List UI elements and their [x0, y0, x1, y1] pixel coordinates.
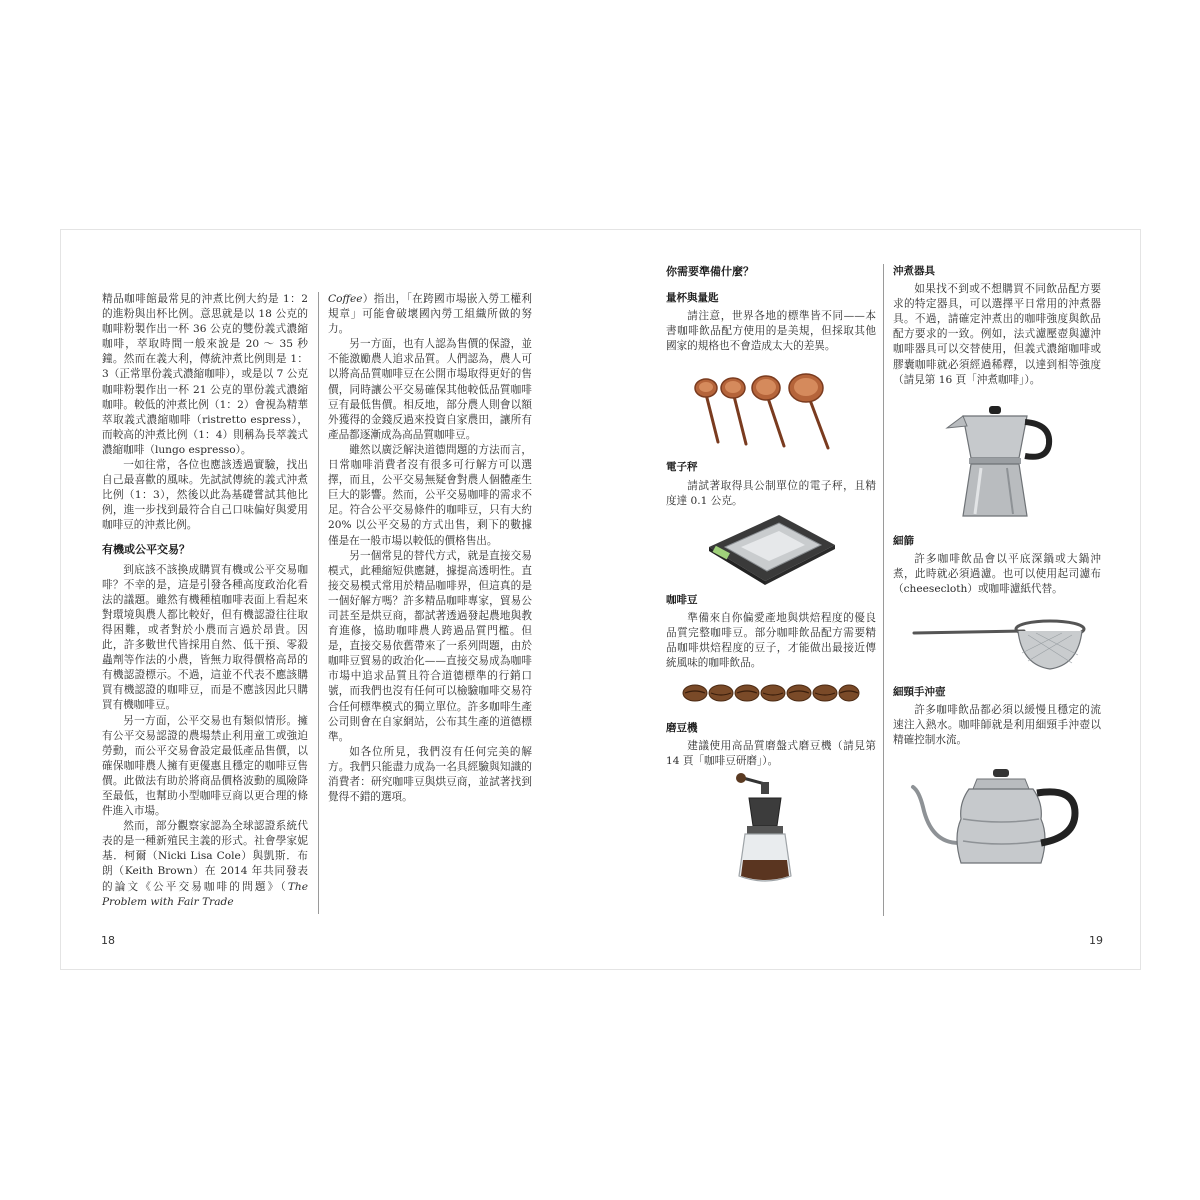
measuring-spoon-icon [789, 374, 828, 448]
paragraph: 如各位所見，我們沒有任何完美的解方。我們只能盡力成為一名具經驗與知識的消費者：研究咖啡豆與烘豆商，並試著找到覺得不錯的選項。 [328, 745, 532, 804]
coffee-bean-icon [839, 685, 859, 701]
measuring-spoon-icon [752, 376, 784, 446]
paragraph-lead: 然而，部分觀察家認為全球認證系統代表的是一種新殖民主義的形式。社會學家妮基．柯爾（Nicki Lisa Cole）與凱斯．布朗（Keith Brown）在 2014 年共同發表的論文《公平交易咖啡的問題》（ [102, 820, 308, 893]
kettle-spout-icon [913, 787, 959, 843]
coffee-beans-illustration [681, 671, 861, 715]
right-column-2 [893, 264, 1101, 877]
paragraph [328, 292, 532, 337]
item-title-brewing-equipment: 沖煮器具 [893, 265, 935, 277]
paragraph: 另一個常見的替代方式，就是直接交易模式，此種縮短供應鏈，據提高透明性。直接交易模式常用於精品咖啡界，但這真的是一個好解方嗎？許多精品咖啡專家，貿易公司甚至是烘豆商，都試著透過發起農地與教育進修，協助咖啡農人跨過品質門檻。但是，直接交易依舊帶來了一系列問題，由於咖啡豆貿易的政治化——直接交易成為咖啡市場中追求品質且符合道德標準的行銷口號，而我們也沒有任何可以檢驗咖啡交易符合任何標準模式的獨立單位。許多咖啡生產公司則會在自家網站，公布其生產的道德標準。 [328, 549, 532, 743]
item-title-gooseneck-kettle: 細頸手沖壺 [893, 686, 946, 699]
item-title-measuring-cups: 量杯與量匙 [666, 292, 719, 305]
item-title-grinder: 磨豆機 [666, 722, 698, 735]
moka-knob-icon [989, 406, 1001, 414]
measuring-spoons-illustration [686, 354, 856, 454]
book-title-italic: The Problem with Fair Trade [102, 880, 308, 908]
section-heading-equipment: 你需要準備什麼？ [666, 265, 754, 278]
hand-grinder-illustration [721, 770, 821, 888]
left-column-2 [328, 292, 532, 805]
page-number-right: 19 [1089, 934, 1103, 947]
paragraph: 雖然以廣泛解決道德問題的方法而言，日常咖啡消費者沒有很多可行解方可以選擇，而且，公平交易無疑會對農人個體產生巨大的影響。然而，公平交易咖啡的需求不足。符合公平交易條件的咖啡豆，只有大約 20% 以公平交易的方式出售，剩下的數據僅是在一般市場以較低的價格售出。 [328, 443, 532, 547]
paragraph: 一如往常，各位也應該透過實驗，找出自己最喜歡的風味。先試試傳統的義式沖煮比例（1：3），然後以此為基礎嘗試其他比例，進一步找到最符合自己口味偏好與愛用咖啡豆的沖煮比例。 [102, 459, 308, 532]
paragraph-rest: ）指出，「在跨國市場嵌入勞工權利規章」可能會破壞國內勞工組織所做的努力。 [328, 293, 532, 336]
fine-sieve-illustration [902, 605, 1092, 679]
kettle-lid-knob-icon [993, 769, 1009, 777]
section-heading-organic-fairtrade: 有機或公平交易？ [102, 542, 190, 556]
column-divider [883, 264, 884, 916]
item-text: 如果找不到或不想購買不同飲品配方要求的特定器具，可以選擇平日常用的沖煮器具。不過，請確定沖煮出的咖啡強度與飲品配方要求的一致。例如，法式濾壓壺與濾沖咖啡器具可以交替使用，但義式濃縮咖啡或膠囊咖啡就必須經過稀釋，以達到相等強度（請見第 16 頁「沖煮咖啡」）。 [893, 283, 1101, 386]
item-text: 建議使用高品質磨盤式磨豆機（請見第 14 頁「咖啡豆研磨」）。 [666, 740, 876, 768]
item-title-scale: 電子秤 [666, 461, 698, 474]
item-text: 請注意，世界各地的標準皆不同——本書咖啡飲品配方使用的是美規，但採取其他國家的規格也不會造成太大的差異。 [666, 310, 876, 353]
book-title-italic: Coffee [328, 293, 363, 305]
gooseneck-kettle-illustration [907, 767, 1087, 877]
paragraph: 精品咖啡館最常見的沖煮比例大約是 1：2 的進粉與出杯比例。意思就是以 18 公克的咖啡粉製作出一杯 36 公克的雙份義式濃縮咖啡，萃取時間一般來說是 20 ～ 35 秒鐘。然而在義大利，傳統沖煮比例則是 1：3（正常單份義式濃縮咖啡），或是以 7 公克咖啡粉製作出一杯 21 公克的單份義式濃縮咖啡。較低的沖煮比例（1：2）會視為精華萃取義式濃縮咖啡（ristretto espress），而較高的沖煮比例（1：4）則稱為長萃義式濃縮咖啡（lungo espresso）。 [102, 293, 308, 456]
right-column-1 [666, 264, 876, 888]
moka-pot-illustration [927, 398, 1067, 528]
paragraph: 另一方面，也有人認為售價的保證，並不能激勵農人追求品質。人們認為，農人可以將高品質咖啡豆在公開市場取得更好的售價，同時讓公平交易確保其他較低品質咖啡豆有最低售價。相反地，部分農人則會以額外獲得的金錢反過來投資自家農田，讓所有產品都逐漸成為高品質咖啡豆。 [328, 338, 532, 441]
paragraph [102, 819, 308, 910]
item-title-coffee-beans: 咖啡豆 [666, 593, 698, 606]
page-number-left: 18 [101, 934, 115, 947]
book-spread [60, 229, 1141, 970]
item-title-sieve: 細篩 [893, 534, 914, 547]
grinder-knob-icon [736, 773, 746, 783]
item-text: 準備來自你偏愛產地與烘焙程度的優良品質完整咖啡豆。部分咖啡飲品配方需要精品咖啡烘焙程度的豆子，才能做出最接近傳統風味的咖啡飲品。 [666, 611, 876, 670]
column-divider [318, 292, 319, 914]
paragraph: 另一方面，公平交易也有類似情形。擁有公平交易認證的農場禁止利用童工或強迫勞動，而公平交易會設定最低產品售價，以確保咖啡農人擁有更優惠且穩定的咖啡豆售價。此做法有助於將商品價格波動的風險降至最低，也幫助小型咖啡豆商以更合理的條件進入市場。 [102, 714, 308, 818]
measuring-spoon-icon [721, 378, 746, 444]
measuring-spoon-icon [695, 379, 718, 442]
left-column-1 [102, 292, 308, 910]
item-text: 請試著取得具公制單位的電子秤，且精度達 0.1 公克。 [666, 479, 876, 507]
item-text: 許多咖啡飲品都必須以緩慢且穩定的流速注入熱水。咖啡師就是利用細頸手沖壺以精確控制水流。 [893, 704, 1101, 747]
digital-scale-illustration [701, 509, 841, 587]
paragraph: 到底該不該換成購買有機或公平交易咖啡？不幸的是，這是引發各種高度政治化看法的議題。雖然有機種植咖啡表面上看起來對環境與農人都比較好，但有機認證往往取得困難，或者對於小農而言過於昂貴。因此，許多數世代皆採用自然、低干預、零殺蟲劑等作法的小農，皆無力取得價格高昂的有機認證標示。不過，這並不代表不應該購買有機認證的咖啡豆，而是不應該因此只購買有機咖啡豆。 [102, 563, 308, 712]
item-text: 許多咖啡飲品會以平底深鍋或大鍋沖煮，此時就必須過濾。也可以使用起司濾布（cheesecloth）或咖啡濾紙代替。 [893, 552, 1101, 596]
